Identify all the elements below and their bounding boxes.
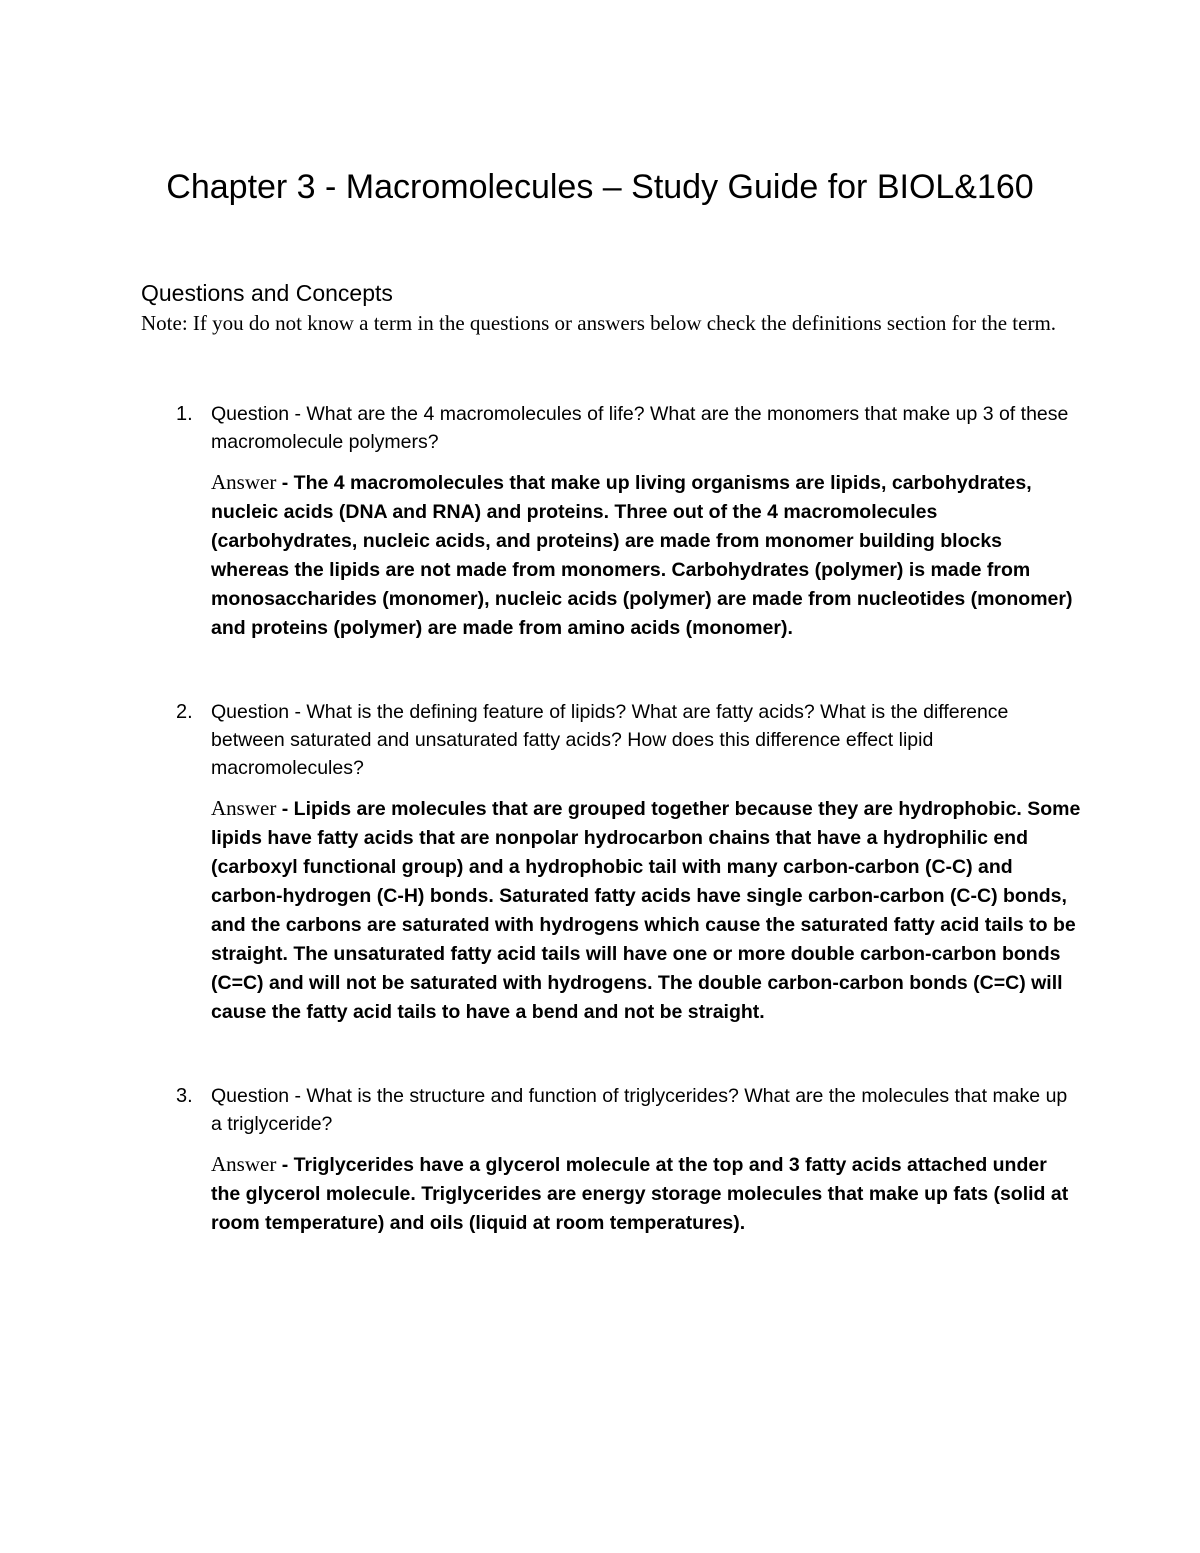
question-body: - What is the structure and function of triglycerides? What are the molecules that make up a triglyceride? <box>211 1085 1068 1135</box>
question-label: Question <box>211 701 290 723</box>
question-body: - What are the 4 macromolecules of life? What are the monomers that make up 3 of these macromolecule polymers? <box>211 403 1069 453</box>
answer-text <box>211 794 1081 1027</box>
answer-text <box>211 1150 1081 1238</box>
note-paragraph: Note: If you do not know a term in the questions or answers below check the definitions section for the term. <box>141 311 1057 335</box>
question-label: Question <box>211 1085 290 1107</box>
question-text <box>211 400 1081 456</box>
question-text <box>211 698 1081 782</box>
page-title: Chapter 3 - Macromolecules – Study Guide for BIOL&160 <box>166 168 1034 206</box>
answer-body: - Triglycerides have a glycerol molecule at the top and 3 fatty acids attached under the glycerol molecule. Triglycerides are energy storage molecules that make up fats (solid at room temperature) and oils (liquid at room temperatures). <box>211 1154 1069 1234</box>
answer-label: Answer <box>211 796 277 820</box>
question-body: - What is the defining feature of lipids? What are fatty acids? What is the difference between saturated and unsaturated fatty acids? How does this difference effect lipid macromolecules? <box>211 701 1009 779</box>
answer-label: Answer <box>211 470 277 494</box>
question-item-3 <box>141 1082 1081 1238</box>
question-label: Question <box>211 403 290 425</box>
answer-label: Answer <box>211 1152 277 1176</box>
questions-list <box>141 400 1081 1238</box>
question-number: 3. <box>176 1085 193 1107</box>
question-number: 1. <box>176 403 193 425</box>
question-item-2 <box>141 698 1081 1027</box>
question-text <box>211 1082 1081 1138</box>
answer-body: - The 4 macromolecules that make up living organisms are lipids, carbohydrates, nucleic acids (DNA and RNA) and proteins. Three out of the 4 macromolecules (carbohydrates, nucleic acids, and proteins) are made from monomer building blocks whereas the lipids are not made from monomers. Carbohydrates (polymer) is made from monosaccharides (monomer), nucleic acids (polymer) are made from nucleotides (monomer) and proteins (polymer) are made from amino acids (monomer). <box>211 472 1073 639</box>
answer-body: - Lipids are molecules that are grouped together because they are hydrophobic. Some lipids have fatty acids that are nonpolar hydrocarbon chains that have a hydrophilic end (carboxyl functional group) and a hydrophobic tail with many carbon-carbon (C-C) and carbon-hydrogen (C-H) bonds. Saturated fatty acids have single carbon-carbon (C-C) bonds, and the carbons are saturated with hydrogens which cause the saturated fatty acid tails to be straight. The unsaturated fatty acid tails will have one or more double carbon-carbon bonds (C=C) and will not be saturated with hydrogens. The double carbon-carbon bonds (C=C) will cause the fatty acid tails to have a bend and not be straight. <box>211 798 1081 1023</box>
section-heading: Questions and Concepts <box>141 280 393 306</box>
answer-text <box>211 468 1081 643</box>
question-number: 2. <box>176 701 193 723</box>
question-item-1 <box>141 400 1081 643</box>
